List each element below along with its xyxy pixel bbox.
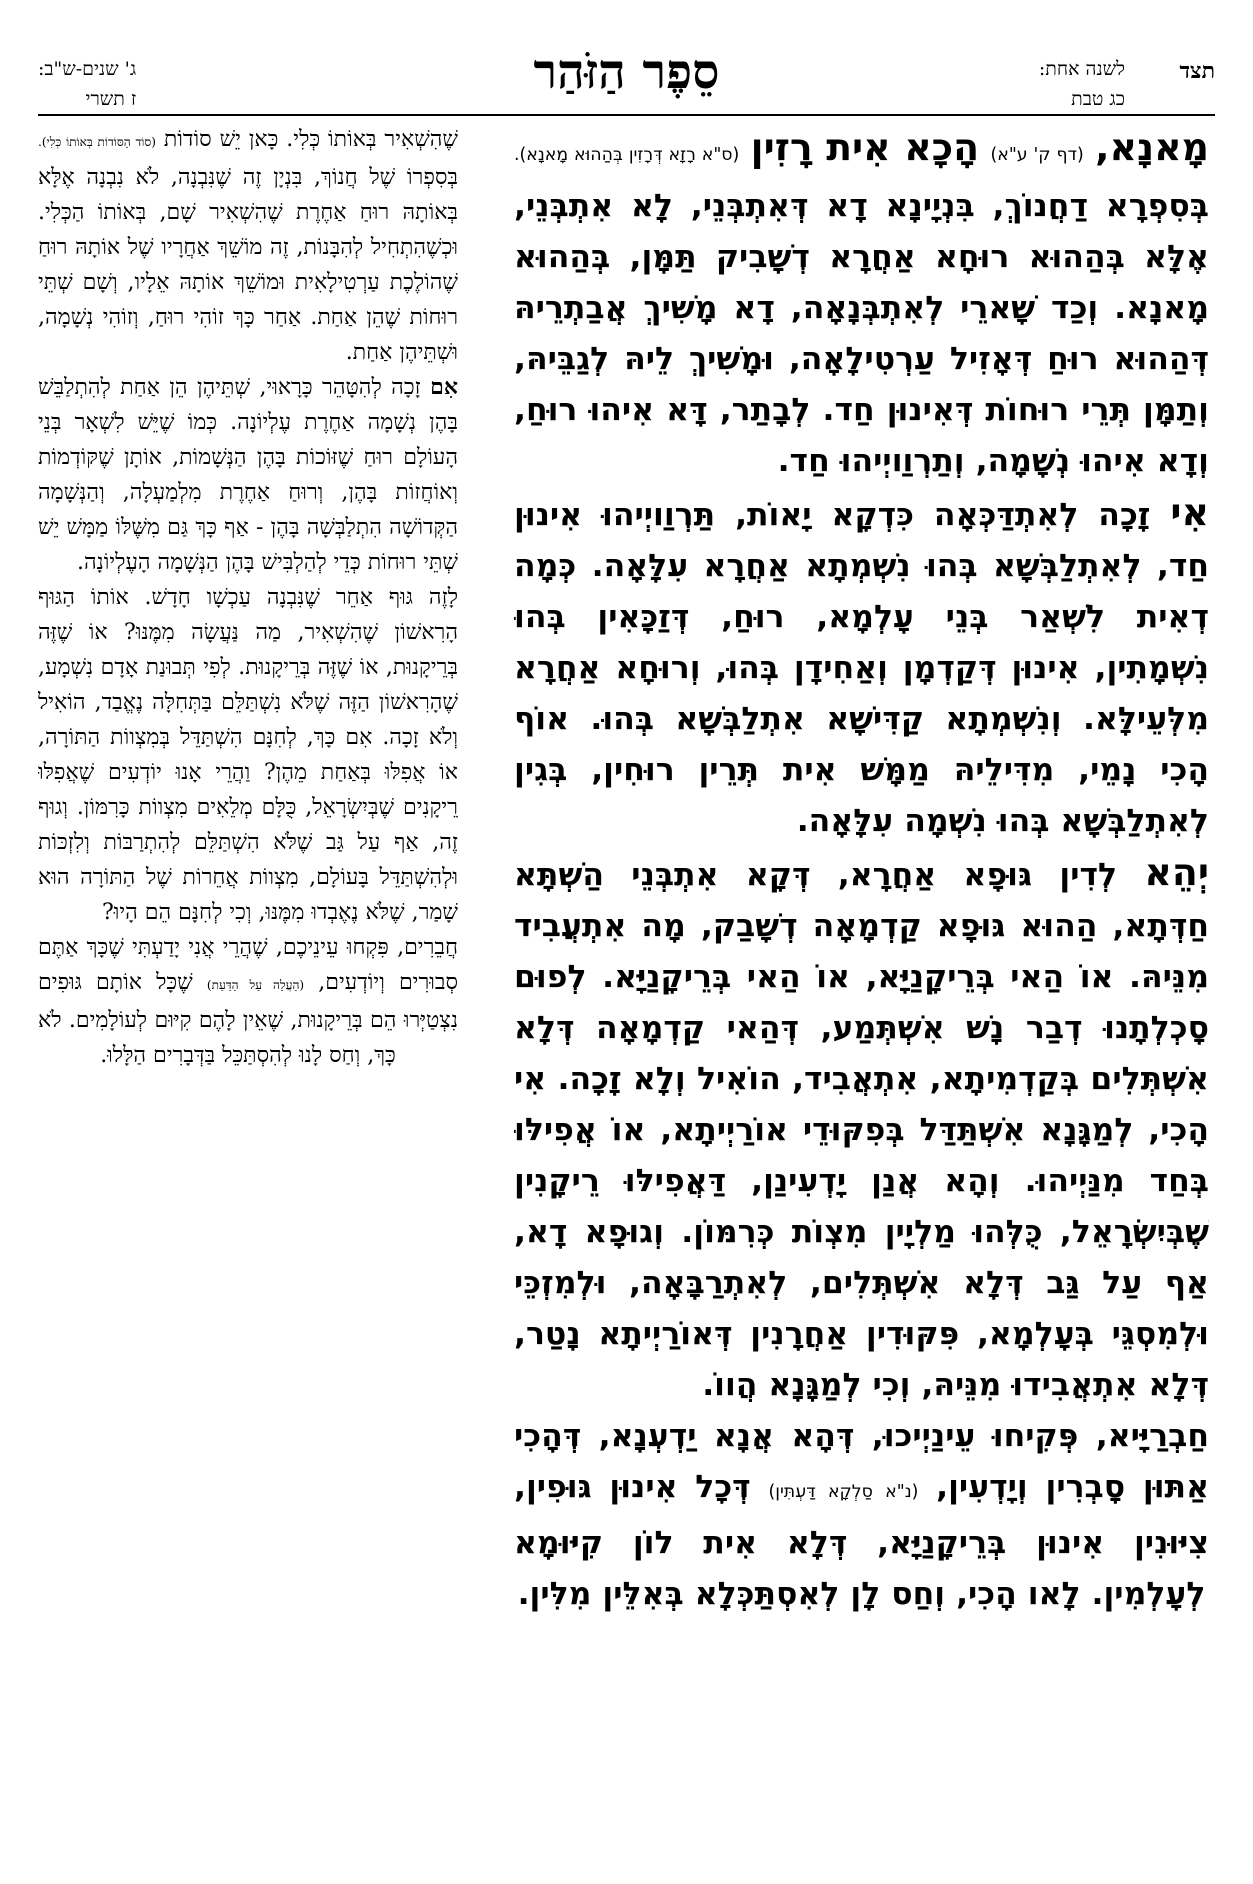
date-one-year: כג טבת bbox=[1071, 88, 1125, 110]
aramaic-column bbox=[514, 122, 1209, 1822]
main-p1-ref: (דף ק' ע"א) bbox=[990, 145, 1084, 165]
schedule-one-year: לשנה אחת: bbox=[1038, 58, 1125, 80]
header-left-info bbox=[38, 54, 136, 114]
main-p1-lead: מָאנָא, bbox=[1095, 125, 1209, 169]
main-p4-note: (נ"א סַלְקָא דַּעְתִּין) bbox=[768, 1482, 919, 1502]
main-paragraph-2 bbox=[514, 487, 1209, 847]
main-p1-note: (ס"א רָזָא דְּרָזִין בְּהַהוּא מָאנָא). bbox=[514, 145, 740, 165]
main-p3-body: לְדִין גּוּפָא אַחֲרָא, דְּקָא אִתְבְּנֵי הַשְׁתָּא חַדְּתָא, הַהוּא גּוּפָא קַדְמָאָה דְשָׁבַק, מָה אִתְעֲבִיד מִנֵּיהּ. אוֹ הַאי בְּרֵיקָנַיָּא, אוֹ הַאי בְּרֵיקָנַיָּא. לְפוּם סָכְלְתָנוּ דְבַר נָשׁ אִשְׁתְּמַע, דְּהַאי קַדְמָאָה דְּלָא אִשְׁתְּלִים בְּקַדְמִיתָא, אִתְאֲבִיד, הוֹאִיל וְלָא זָכָה. אִי הָכִי, לְמַגָּנָא אִשְׁתַּדַּל בְּפִקּוּדֵי אוֹרַיְיתָא, אוֹ אֲפִילּוּ בְּחַד מִנַּיְיהוּ. וְהָא אֲנַן יָדְעִינַן, דַּאֲפִילּוּ רֵיקָנִין שֶׁבְּיִשְׂרָאֵל, כֻּלְּהוּ מַלְיָין מִצְוֹת כְּרִמּוֹן. וְגוּפָא דָא, אַף עַל גַּב דְּלָא אִשְׁתְּלִים, לְאִתְרַבָּאָה, וּלְמִזְכֵּי וּלְמִסְגֵּי בְּעָלְמָא, פִּקּוּדִין אַחֲרָנִין דְּאוֹרַיְיתָא נָטַר, דְּלָא אִתְאֲבִידוּ מִנֵּיהּ, וְכִי לְמַגָּנָא הֲווֹ. bbox=[514, 857, 1209, 1403]
main-p4-body: חַבְרַיָּיא, פְּקִיחוּ עֵינַיְיכוּ, דְּהָא אֲנָא יַדְעְנָא, דְּהָכִי אַתּוּן סָבְרִין וְיָדְעִין, bbox=[514, 1418, 1209, 1505]
side-paragraph-1 bbox=[38, 122, 458, 370]
side-p1-note: (סוֹד הַסּוֹדוֹת בְּאוֹתוֹ כְּלִי). bbox=[38, 135, 156, 149]
page-header bbox=[38, 40, 1215, 110]
main-p3-lead: יְהֵא bbox=[1144, 850, 1209, 894]
side-p2-body: זָכָה לְהִטָּהֵר כָּרָאוּי, שְׁתֵּיהֶן הֵן אַחַת לְהִתְלַבֵּשׁ בָּהֶן נְשָׁמָה אַחֶרֶת עֶלְיוֹנָה. כְּמוֹ שֶׁיֵּשׁ לִשְׁאָר בְּנֵי הָעוֹלָם רוּחַ שֶׁזּוֹכוֹת בָּהֶן הַנְּשָׁמוֹת, אוֹתָן שֶׁקּוֹדְמוֹת וְאוֹחֲזוֹת בָּהֶן, וְרוּחַ אַחֶרֶת מִלְמַעְלָה, וְהַנְּשָׁמָה הַקְּדוֹשָׁה הִתְלַבְּשָׁה בָּהֶן - אַף כָּךְ גַּם מִשֶּׁלּוֹ מַמָּשׁ יֵשׁ שְׁתֵּי רוּחוֹת כְּדֵי לְהַלְבִּישׁ בָּהֶן הַנְּשָׁמָה הָעֶלְיוֹנָה. bbox=[38, 375, 458, 575]
page-number: תצד bbox=[1179, 58, 1215, 84]
main-p1-body: בְּסִפְרָא דַחֲנוֹךְ, בִּנְיָינָא דָא דְּאִתְבְּנֵי, לָא אִתְבְּנֵי, אֶלָּא בְּהַהוּא רוּחָא אַחֲרָא דְשָׁבִיק תַּמָּן, בְּהַהוּא מָאנָא. וְכַד שָׁארֵי לְאִתְבְּנָאָה, דָא מָשִׁיךְ אֲבַתְרֵיהּ דְּהַהוּא רוּחַ דְּאָזִיל עַרְטִילָאָה, וּמָשִׁיךְ לֵיהּ לְגַבֵּיהּ, וְתַמָּן תְּרֵי רוּחוֹת דְּאִינוּן חַד. לְבָתַר, דָּא אִיהוּ רוּחַ, וְדָא אִיהוּ נְשָׁמָה, וְתַרְוַויְיהוּ חַד. bbox=[514, 188, 1209, 479]
main-paragraph-3 bbox=[514, 847, 1209, 1411]
side-p4-body2: שֶׁכָּל אוֹתָם גּוּפִים נִצְטַיְּרוּ הֵם בְּרֵיקָנוּת, שֶׁאֵין לָהֶם קִיּוּם לְעוֹלָמִים. לֹא כָּךְ, וְחַס לָנוּ לְהִסְתַּכֵּל בַּדְּבָרִים הַלָּלוּ. bbox=[38, 970, 458, 1068]
main-paragraph-4 bbox=[514, 1411, 1209, 1620]
side-p1-body2: בְּסִפְרוֹ שֶׁל חֲנוֹךְ, בִּנְיָן זֶה שֶׁנִּבְנָה, לֹא נִבְנָה אֶלָּא בְּאוֹתָהּ רוּחַ אַחֶרֶת שֶׁהִשְׁאִיר שָׁם, בְּאוֹתוֹ הַכְּלִי. וּכְשֶׁהִתְחִיל לְהִבָּנוֹת, זֶה מוֹשֵׁךְ אַחֲרָיו שֶׁל אוֹתָהּ רוּחַ שֶׁהוֹלֶכֶת עַרְטִילָאִית וּמוֹשֵׁךְ אוֹתָהּ אֵלָיו, וְשָׁם שְׁתֵּי רוּחוֹת שֶׁהֵן אַחַת. אַחַר כָּךְ זוֹהִי רוּחַ, וְזוֹהִי נְשָׁמָה, וּשְׁתֵּיהֶן אַחַת. bbox=[38, 165, 458, 365]
side-p3-body: לָזֶה גּוּף אַחֵר שֶׁנִּבְנָה עַכְשָׁו חָדָשׁ. אוֹתוֹ הַגּוּף הָרִאשׁוֹן שֶׁהִשְׁאִיר, מַה נַּעֲשָׂה מִמֶּנּוּ? אוֹ שֶׁזֶּה בְּרֵיקָנוּת, אוֹ שֶׁזֶּה בְּרֵיקָנוּת. לְפִי תְּבוּנַת אָדָם נִשְׁמָע, שֶׁהָרִאשׁוֹן הַזֶּה שֶׁלֹּא נִשְׁתַּלֵּם בַּתְּחִלָּה נֶאֱבַד, הוֹאִיל וְלֹא זָכָה. אִם כָּךְ, לְחִנָּם הִשְׁתַּדֵּל בְּמִצְווֹת הַתּוֹרָה, אוֹ אֲפִלּוּ בְּאַחַת מֵהֶן? וַהֲרֵי אָנוּ יוֹדְעִים שֶׁאֲפִלּוּ רֵיקָנִים שֶׁבְּיִשְׂרָאֵל, כֻּלָּם מְלֵאִים מִצְווֹת כָּרִמּוֹן. וְגוּף זֶה, אַף עַל גַּב שֶׁלֹּא הִשְׁתַּלֵּם לְהִתְרַבּוֹת וְלִזְכּוֹת וּלְהִשְׁתַּדֵּל בָּעוֹלָם, מִצְווֹת אֲחֵרוֹת שֶׁל הַתּוֹרָה הוּא שָׁמַר, שֶׁלֹּא נֶאֶבְדוּ מִמֶּנּוּ, וְכִי לְחִנָּם הֵם הָיוּ? bbox=[38, 585, 458, 925]
main-p2-body: זָכָה לְאִתְדַּכְּאָה כִּדְקָא יָאוֹת, תַּרְוַויְיהוּ אִינוּן חַד, לְאִתְלַבְּשָׁא בְּהוּ נִשְׁמְתָא אַחֲרָא עִלָּאָה. כְּמָה דְאִית לִשְׁאַר בְּנֵי עָלְמָא, רוּחַ, דְּזַכָּאִין בְּהוּ נִשְׁמָתִין, אִינוּן דְּקַדְמָן וְאַחִידָן בְּהוּ, וְרוּחָא אַחֲרָא מִלְּעֵילָּא. וְנִשְׁמְתָא קַדִּישָׁא אִתְלַבְּשָׁא בְּהוּ. אוֹף הָכִי נָמֵי, מִדִּילֵיהּ מַמָּשׁ אִית תְּרֵין רוּחִין, בְּגִין לְאִתְלַבְּשָׁא בְּהוּ נִשְׁמָה עִלָּאָה. bbox=[514, 497, 1209, 839]
main-p4-body2: דְּכָל אִינוּן גּוּפִין, צִיּוּנִין אִינוּן בְּרֵיקָנַיָּא, דְּלָא אִית לוֹן קִיּוּמָא לְעָלְמִין. לָאו הָכִי, וְחַס לָן לְאִסְתַּכְּלָא בְּאִלֵּין מִלִּין. bbox=[514, 1469, 1209, 1612]
side-paragraph-4 bbox=[38, 930, 458, 1073]
page-title: סֵפֶר הַזֹּהַר bbox=[533, 44, 720, 100]
side-paragraph-3 bbox=[38, 580, 458, 930]
header-divider bbox=[38, 114, 1215, 116]
main-paragraph-1 bbox=[514, 122, 1209, 487]
main-p1-bold: הָכָא אִית רָזִין bbox=[750, 125, 980, 169]
side-paragraph-2 bbox=[38, 370, 458, 580]
main-p2-lead: אִי bbox=[1170, 490, 1209, 534]
side-p1-body: שֶׁהִשְׁאִיר בְּאוֹתוֹ כְּלִי. כָּאן יֵשׁ סוֹדוֹת bbox=[163, 127, 458, 152]
side-p4-note: (הַעֲלֵה עַל הַדַּעַת) bbox=[206, 978, 305, 992]
schedule-three-years: ג' שנים-ש"ב: bbox=[38, 58, 137, 80]
side-p4-body: חֲבֵרִים, פִּקְחוּ עֵינֵיכֶם, שֶׁהֲרֵי אֲנִי יָדַעְתִּי שֶׁכָּךְ אַתֶּם סְבוּרִים וְיוֹדְעִים, bbox=[38, 935, 458, 995]
hebrew-translation-column bbox=[38, 122, 458, 1842]
side-p2-lead: אִם bbox=[430, 374, 458, 400]
date-three-years: ז תשרי bbox=[85, 88, 137, 110]
